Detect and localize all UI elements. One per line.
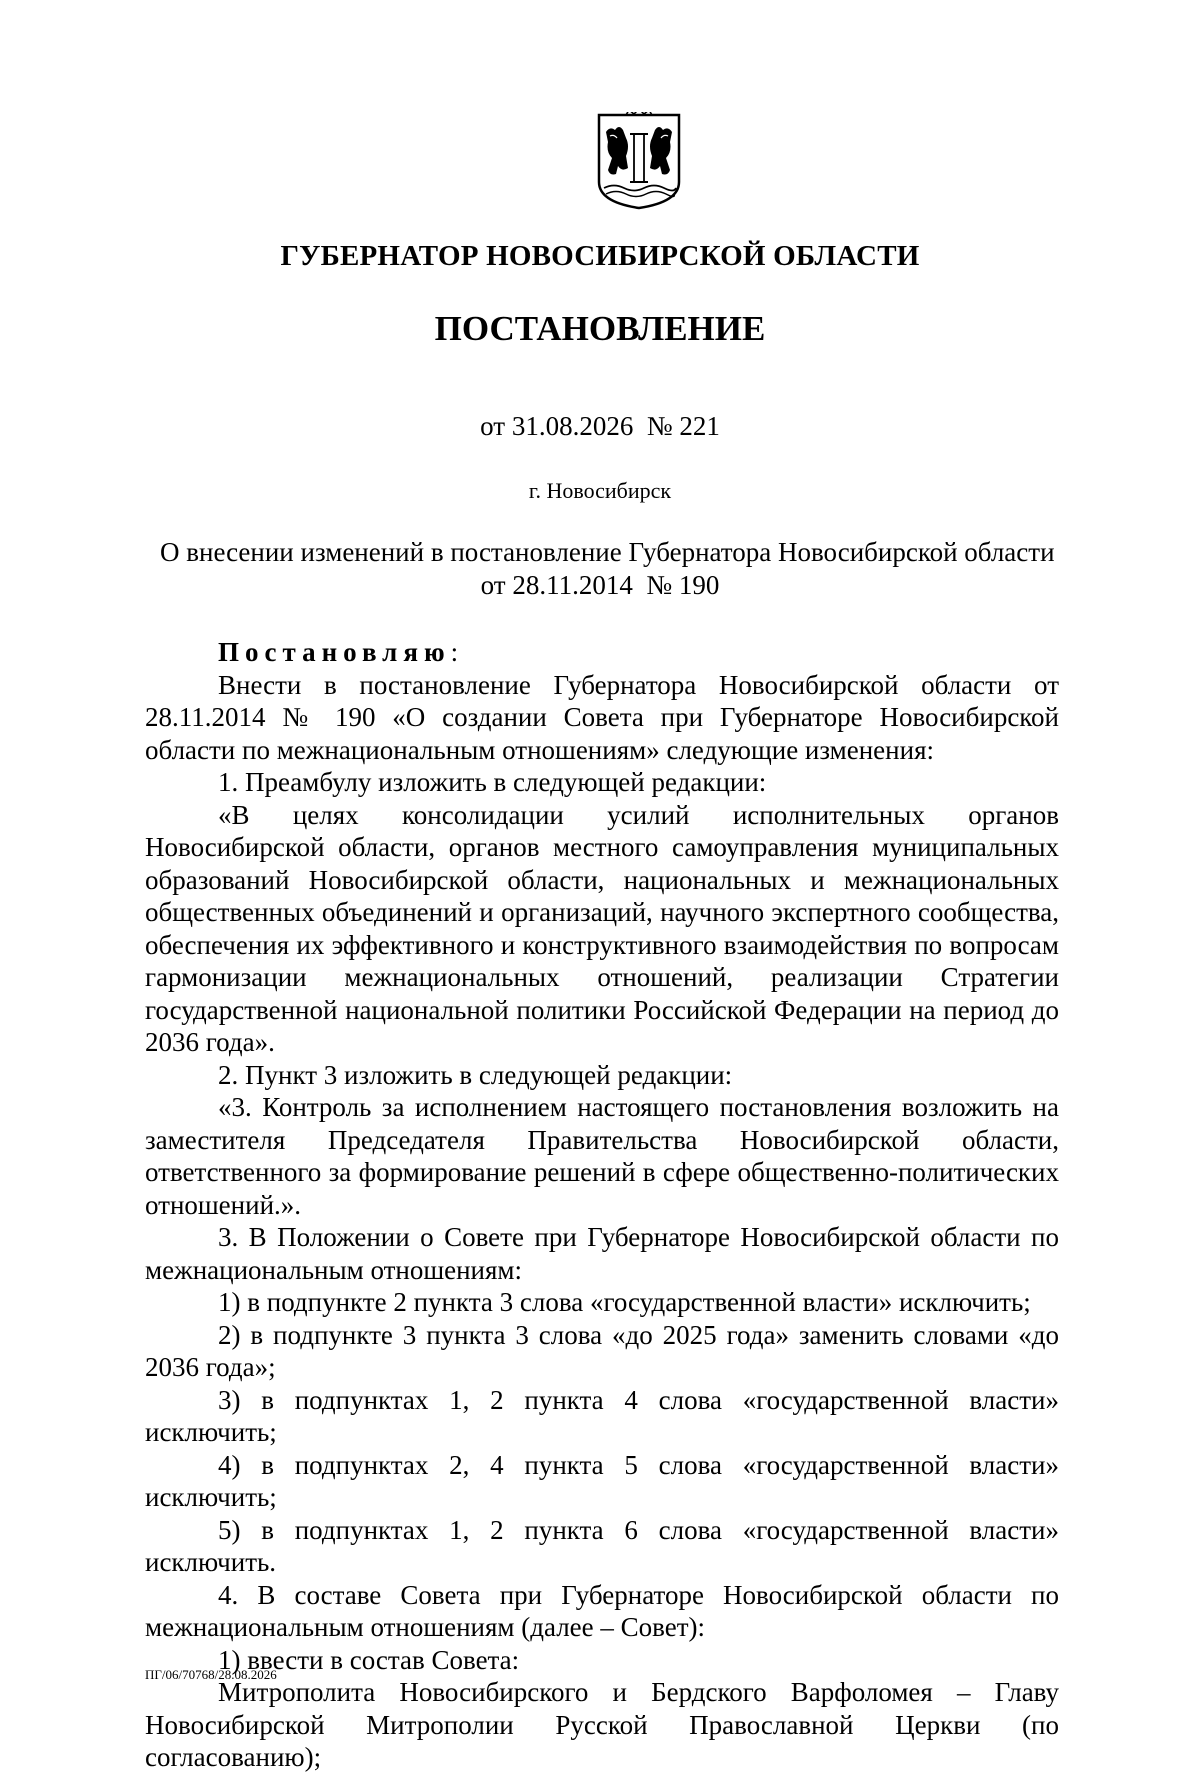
paragraph-subitem-4-1-text: Митрополита Новосибирского и Бердского Варфоломея – Главу Новосибирской Митрополии Русской Православной Церкви (по согласованию); [145, 1677, 1059, 1772]
subject-line-2: от 28.11.2014 № 190 [480, 570, 720, 600]
paragraph-subitem-3-1: 1) в подпункте 2 пункта 3 слова «государственной власти» исключить; [218, 1287, 1031, 1317]
issuer-title: ГУБЕРНАТОР НОВОСИБИРСКОЙ ОБЛАСТИ [280, 240, 920, 272]
paragraph-item-3: 3. В Положении о Совете при Губернаторе Новосибирской области по межнациональным отношениям: [145, 1222, 1059, 1285]
paragraph-subitem-4-1: 1) ввести в состав Совета: [218, 1644, 520, 1675]
date-and-number: от 31.08.2026 № 221 [480, 411, 720, 441]
document-body [145, 636, 1059, 1774]
paragraph-subitem-3-4: 4) в подпунктах 2, 4 пункта 5 слова «государственной власти» исключить; [145, 1449, 1059, 1512]
coat-of-arms-icon [596, 112, 682, 210]
resolve-colon: : [450, 637, 459, 667]
resolve-heading [145, 636, 1059, 669]
subject-line-1: О внесении изменений в постановление Губернатора Новосибирской области [160, 537, 1055, 567]
document-code: ПГ/06/70768/28.08.2026 [145, 1667, 277, 1682]
document-subject [160, 536, 1055, 602]
paragraph-subitem-3-2: 2) в подпункте 3 пункта 3 слова «до 2025 года» заменить словами «до 2036 года»; [145, 1319, 1059, 1382]
document-type: ПОСТАНОВЛЕНИЕ [434, 309, 766, 348]
paragraph-item-2-text: «3. Контроль за исполнением настоящего постановления возложить на заместителя Председателя Правительства Новосибирской области, ответственного за формирование решений в сфере общественно-политических отношений.». [145, 1092, 1059, 1220]
paragraph-subitem-3-3: 3) в подпунктах 1, 2 пункта 4 слова «государственной власти» исключить; [145, 1384, 1059, 1447]
paragraph-intro: Внести в постановление Губернатора Новосибирской области от 28.11.2014 № 190 «О создании Совета при Губернаторе Новосибирской области по межнациональным отношениям» следующие изменения: [145, 669, 1059, 765]
resolve-word: Постановляю [218, 637, 451, 667]
paragraph-preamble-text: «В целях консолидации усилий исполнительных органов Новосибирской области, органов местного самоуправления муниципальных образований Новосибирской области, национальных и межнациональных общественных объединений и организаций, научного экспертного сообщества, обеспечения их эффективного и конструктивного взаимодействия по вопросам гармонизации межнациональных отношений, реализации Стратегии государственной национальной политики Российской Федерации на период до 2036 года». [145, 799, 1059, 1057]
paragraph-subitem-3-5: 5) в подпунктах 1, 2 пункта 6 слова «государственной власти» исключить. [145, 1514, 1059, 1577]
paragraph-item-1: 1. Преамбулу изложить в следующей редакции: [218, 767, 767, 797]
paragraph-item-2: 2. Пункт 3 изложить в следующей редакции: [218, 1059, 733, 1090]
city: г. Новосибирск [528, 478, 672, 503]
paragraph-item-4: 4. В составе Совета при Губернаторе Новосибирской области по межнациональным отношениям (далее – Совет): [145, 1579, 1059, 1642]
